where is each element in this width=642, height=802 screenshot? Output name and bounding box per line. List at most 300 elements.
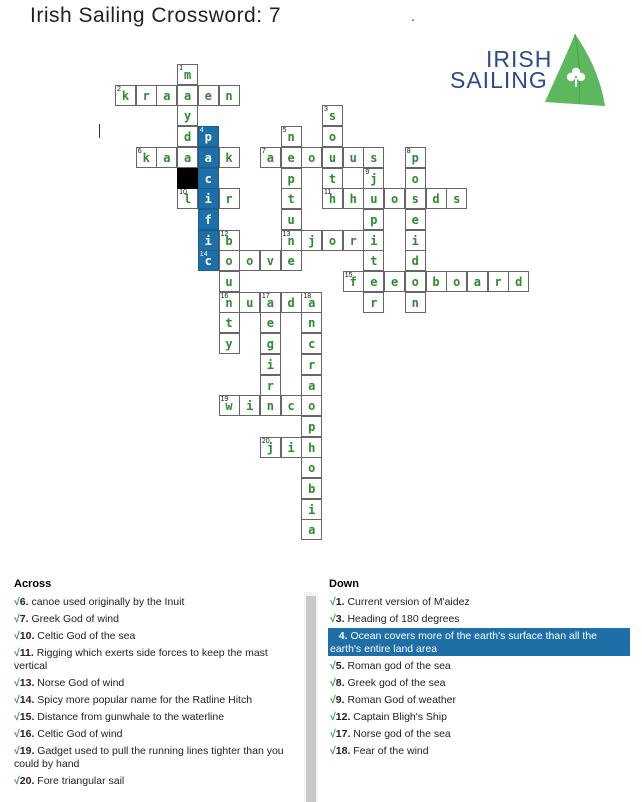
clue-number: 8: [406, 147, 411, 155]
cell-letter: a: [163, 150, 171, 165]
clue-number: 4: [199, 127, 204, 135]
cell-letter: e: [266, 316, 274, 331]
across-clue-list: [14, 594, 300, 790]
scrollbar-thumb[interactable]: [306, 596, 316, 802]
grid-cell[interactable]: [219, 85, 240, 106]
grid-cell[interactable]: [177, 105, 198, 126]
cell-letter: o: [225, 254, 233, 269]
cell-letter: i: [266, 357, 274, 372]
grid-cell[interactable]: [281, 188, 302, 209]
grid-cell[interactable]: [219, 395, 240, 416]
cell-letter: s: [453, 192, 461, 207]
grid-cell[interactable]: [219, 250, 240, 271]
grid-cell[interactable]: [219, 188, 240, 209]
cell-letter: h: [328, 192, 337, 207]
grid-cell[interactable]: [239, 395, 260, 416]
down-clue-item[interactable]: [328, 709, 630, 724]
cell-letter: p: [287, 171, 295, 186]
grid-cell[interactable]: [301, 457, 322, 478]
grid-cell[interactable]: [260, 292, 281, 313]
across-clue-item[interactable]: [14, 726, 300, 741]
grid-cell[interactable]: [115, 85, 136, 106]
cell-letter: k: [121, 88, 130, 103]
grid-cell[interactable]: [322, 105, 343, 126]
cell-letter: e: [390, 275, 399, 289]
grid-cell[interactable]: [322, 230, 343, 251]
down-clue-item[interactable]: [328, 692, 630, 707]
clue-number-label: 5.: [335, 660, 345, 672]
grid-cell[interactable]: [198, 250, 219, 271]
grid-cell[interactable]: [301, 312, 322, 333]
clue-number-label: 10.: [19, 630, 35, 642]
cell-letter: i: [370, 233, 378, 248]
check-mark-icon: √: [14, 677, 20, 689]
cell-letter: r: [266, 378, 274, 393]
cell-letter: h: [349, 192, 357, 207]
grid-cell[interactable]: [281, 250, 302, 271]
across-clue-item[interactable]: [14, 675, 300, 690]
cell-letter: f: [349, 275, 357, 289]
clue-text: Captain Bligh's Ship: [350, 711, 447, 723]
clue-number-label: 13.: [19, 677, 35, 689]
black-cell: [177, 168, 198, 189]
grid-cell[interactable]: [219, 271, 240, 292]
grid-cell[interactable]: [177, 188, 198, 209]
grid-cell[interactable]: [198, 147, 219, 168]
grid-cell[interactable]: [156, 147, 177, 168]
grid-cell[interactable]: [301, 499, 322, 520]
cell-letter: b: [308, 482, 316, 496]
cell-letter: g: [266, 337, 274, 352]
cell-letter: s: [328, 109, 337, 124]
down-clue-item[interactable]: [328, 726, 630, 741]
check-mark-icon: √: [14, 728, 20, 740]
clue-text: Rigging which exerts side forces to keep the mast vertical: [14, 647, 268, 672]
cell-letter: p: [308, 419, 316, 434]
cell-letter: d: [432, 192, 440, 207]
cell-letter: d: [515, 275, 523, 289]
clue-number-label: 9.: [335, 694, 345, 706]
grid-cell[interactable]: [239, 250, 260, 271]
across-clue-item[interactable]: [14, 773, 300, 788]
cell-letter: p: [370, 212, 378, 227]
clue-number-label: 7.: [19, 613, 29, 625]
clue-text: Roman god of the sea: [344, 660, 451, 672]
grid-cell[interactable]: [446, 271, 467, 292]
grid-cell[interactable]: [488, 271, 509, 292]
grid-cell[interactable]: [405, 209, 426, 230]
cell-letter: a: [183, 150, 192, 165]
cell-letter: y: [225, 337, 233, 352]
grid-cell[interactable]: [363, 250, 384, 271]
cell-letter: a: [266, 150, 274, 165]
down-clue-item[interactable]: [328, 658, 630, 673]
across-heading: Across: [14, 578, 52, 590]
cell-letter: e: [287, 150, 295, 165]
cell-letter: o: [246, 254, 254, 269]
clue-number-label: 8.: [335, 677, 345, 689]
cell-letter: n: [287, 130, 295, 145]
grid-cell[interactable]: [281, 168, 302, 189]
down-clue-item[interactable]: [328, 675, 630, 690]
check-mark-icon: √: [330, 711, 336, 723]
grid-cell[interactable]: [405, 250, 426, 271]
grid-cell[interactable]: [219, 230, 240, 251]
grid-cell[interactable]: [301, 333, 322, 354]
cell-letter: b: [432, 275, 440, 289]
down-clue-item[interactable]: [328, 594, 630, 609]
grid-cell[interactable]: [281, 230, 302, 251]
grid-cell[interactable]: [177, 126, 198, 147]
grid-cell[interactable]: [198, 209, 219, 230]
clue-number-label: 20.: [19, 775, 35, 787]
grid-cell[interactable]: [281, 147, 302, 168]
clue-number: 14: [199, 251, 208, 259]
grid-cell[interactable]: [177, 85, 198, 106]
clue-number-label: 14.: [19, 694, 35, 706]
down-clue-item[interactable]: [328, 743, 630, 758]
clue-number: 15: [344, 272, 353, 279]
grid-cell[interactable]: [281, 437, 302, 458]
clue-text: Fore triangular sail: [34, 775, 125, 787]
cell-letter: a: [308, 295, 316, 310]
cell-letter: u: [349, 150, 357, 165]
clue-text: Norse God of wind: [34, 677, 125, 689]
cell-letter: a: [204, 150, 212, 165]
grid-cell[interactable]: [363, 292, 384, 313]
check-mark-icon: √: [330, 596, 336, 608]
check-mark-icon: √: [14, 647, 20, 659]
grid-cell[interactable]: [384, 271, 405, 292]
cell-letter: n: [225, 88, 233, 103]
clue-number: 6: [137, 147, 142, 155]
grid-cell[interactable]: [281, 395, 302, 416]
grid-cell[interactable]: [301, 416, 322, 437]
grid-cell[interactable]: [281, 292, 302, 313]
cell-letter: j: [308, 233, 316, 248]
cell-letter: l: [183, 192, 192, 207]
cell-letter: r: [370, 295, 378, 310]
clue-number-label: 1.: [335, 596, 345, 608]
clue-number: 7: [261, 147, 266, 155]
grid-cell[interactable]: [260, 437, 281, 458]
cell-letter: e: [204, 88, 212, 103]
grid-cell[interactable]: [260, 375, 281, 396]
grid-cell[interactable]: [363, 147, 384, 168]
grid-cell[interactable]: [260, 312, 281, 333]
grid-cell[interactable]: [301, 395, 322, 416]
grid-cell[interactable]: [301, 354, 322, 375]
clue-text: Heading of 180 degrees: [344, 613, 460, 625]
clue-number: 13: [282, 230, 291, 238]
cell-letter: n: [308, 316, 316, 331]
down-clue-item[interactable]: [328, 628, 630, 656]
cell-letter: u: [287, 212, 295, 227]
across-clue-item[interactable]: [14, 628, 300, 643]
cell-letter: c: [308, 337, 316, 352]
down-heading: Down: [329, 578, 359, 590]
grid-cell[interactable]: [260, 354, 281, 375]
grid-cell[interactable]: [322, 188, 343, 209]
clue-number-label: 17.: [335, 728, 351, 740]
cell-letter: e: [411, 212, 419, 227]
clue-number: 18: [303, 292, 312, 300]
across-clue-item[interactable]: [14, 692, 300, 707]
grid-cell[interactable]: [322, 147, 343, 168]
clue-number: 20: [261, 437, 270, 445]
clue-number: 17: [261, 292, 270, 300]
grid-cell[interactable]: [301, 147, 322, 168]
cell-letter: c: [204, 171, 212, 186]
grid-cell[interactable]: [156, 85, 177, 106]
clue-text: Norse god of the sea: [350, 728, 451, 740]
cell-letter: o: [308, 461, 316, 476]
clue-number: 3: [324, 106, 328, 114]
clue-number-label: 18.: [335, 745, 351, 757]
cell-letter: d: [287, 295, 295, 310]
grid-cell[interactable]: [198, 85, 219, 106]
grid-cell[interactable]: [219, 333, 240, 354]
cell-letter: r: [225, 192, 233, 207]
clue-number: 1: [179, 65, 183, 72]
grid-cell[interactable]: [405, 292, 426, 313]
grid-cell[interactable]: [343, 188, 364, 209]
cell-letter: n: [411, 295, 419, 310]
cell-letter: k: [225, 150, 233, 165]
cell-letter: k: [142, 150, 150, 165]
grid-cell[interactable]: [281, 126, 302, 147]
cell-letter: o: [328, 233, 337, 248]
cell-letter: s: [370, 150, 378, 165]
grid-cell[interactable]: [343, 230, 364, 251]
clue-text: Greek god of the sea: [344, 677, 446, 689]
grid-cell[interactable]: [301, 519, 322, 540]
grid-cell[interactable]: [343, 271, 364, 292]
grid-cell[interactable]: [301, 375, 322, 396]
cell-letter: o: [411, 275, 419, 289]
cell-letter: p: [204, 130, 212, 145]
cell-letter: i: [204, 192, 212, 207]
clue-text: Gadget used to pull the running lines tighter than you could by hand: [14, 745, 284, 770]
cell-letter: a: [266, 295, 274, 310]
grid-cell[interactable]: [322, 168, 343, 189]
cell-letter: o: [308, 150, 316, 165]
logo-line1: IRISH: [486, 46, 553, 72]
clue-text: Fear of the wind: [350, 745, 429, 757]
clue-number-label: 19.: [19, 745, 35, 757]
across-clue-item[interactable]: [14, 743, 300, 771]
check-mark-icon: √: [330, 694, 336, 706]
cell-letter: p: [411, 150, 419, 165]
grid-cell[interactable]: [384, 188, 405, 209]
cell-letter: i: [308, 502, 316, 517]
grid-cell[interactable]: [405, 188, 426, 209]
clue-text: Roman God of weather: [344, 694, 457, 706]
cell-letter: i: [411, 233, 419, 248]
check-mark-icon: √: [330, 613, 336, 625]
cell-letter: o: [308, 399, 316, 414]
cell-letter: o: [411, 171, 419, 186]
cell-letter: r: [308, 357, 316, 372]
clue-number-label: 4.: [338, 630, 348, 642]
cell-letter: w: [225, 399, 233, 414]
grid-cell[interactable]: [446, 188, 467, 209]
cell-letter: r: [494, 275, 502, 289]
clue-text: Spicy more popular name for the Ratline Hitch: [34, 694, 253, 706]
cell-letter: d: [183, 130, 192, 145]
grid-cell[interactable]: [239, 292, 260, 313]
check-mark-icon: √: [14, 711, 20, 723]
cell-letter: y: [183, 109, 192, 124]
grid-cell[interactable]: [301, 292, 322, 313]
cell-letter: u: [328, 150, 337, 165]
clue-number: 9: [365, 168, 370, 176]
cell-letter: t: [225, 316, 233, 331]
clue-number: 12: [220, 230, 229, 238]
clue-text: Celtic God of the sea: [34, 630, 136, 642]
clue-number: 19: [220, 396, 229, 404]
check-mark-icon: √: [14, 596, 20, 608]
cell-letter: n: [266, 399, 274, 414]
cell-letter: s: [411, 192, 419, 207]
logo-line2: SAILING: [450, 67, 548, 93]
clue-text: Distance from gunwhale to the waterline: [34, 711, 225, 723]
cell-letter: a: [183, 88, 192, 103]
clue-text: Current version of M'aidez: [344, 596, 470, 608]
cell-letter: r: [349, 233, 357, 248]
stray-dot: .: [411, 8, 415, 24]
cell-letter: r: [142, 88, 150, 103]
check-mark-icon: √: [14, 694, 20, 706]
grid-cell[interactable]: [177, 64, 198, 85]
grid-cell[interactable]: [136, 85, 157, 106]
cell-letter: h: [308, 440, 316, 455]
grid-cell[interactable]: [177, 147, 198, 168]
grid-cell[interactable]: [260, 395, 281, 416]
cell-letter: i: [204, 233, 212, 248]
cell-letter: f: [204, 212, 212, 227]
cell-letter: a: [308, 523, 316, 538]
across-clue-item[interactable]: [14, 645, 300, 673]
cell-letter: u: [370, 192, 378, 207]
cell-letter: t: [328, 171, 337, 186]
cell-letter: n: [225, 295, 233, 310]
check-mark-icon: √: [330, 745, 336, 757]
cell-letter: u: [246, 295, 254, 310]
check-mark-icon: √: [330, 677, 336, 689]
grid-cell[interactable]: [260, 147, 281, 168]
grid-cell[interactable]: [405, 168, 426, 189]
clue-number: 11: [324, 189, 332, 197]
clue-text: Ocean covers more of the earth's surface than all the earth's entire land area: [330, 630, 597, 655]
grid-cell[interactable]: [363, 209, 384, 230]
cell-letter: d: [411, 254, 419, 269]
check-mark-icon: √: [14, 775, 20, 787]
cell-letter: t: [370, 254, 378, 269]
grid-cell[interactable]: [426, 271, 447, 292]
grid-cell[interactable]: [508, 271, 529, 292]
clue-text: Celtic God of wind: [34, 728, 123, 740]
check-mark-icon: √: [330, 660, 336, 672]
across-clue-item[interactable]: [14, 594, 300, 609]
clue-number-label: 12.: [335, 711, 351, 723]
clue-number: 10: [179, 189, 187, 197]
cell-letter: i: [246, 399, 254, 414]
cell-letter: a: [163, 88, 171, 103]
grid-cell[interactable]: [219, 312, 240, 333]
cell-letter: c: [287, 399, 295, 414]
cell-letter: o: [453, 275, 461, 289]
across-clue-item[interactable]: [14, 611, 300, 626]
clue-text: canoe used originally by the Inuit: [28, 596, 185, 608]
clue-number-label: 6.: [19, 596, 29, 608]
check-mark-icon: √: [14, 613, 20, 625]
check-mark-icon: √: [14, 745, 20, 757]
cell-letter: e: [287, 254, 295, 269]
cell-letter: j: [266, 440, 274, 455]
grid-cell[interactable]: [136, 147, 157, 168]
grid-cell[interactable]: [219, 147, 240, 168]
grid-cell[interactable]: [363, 188, 384, 209]
cell-letter: o: [390, 192, 399, 207]
cell-letter: v: [266, 254, 274, 269]
grid-cell[interactable]: [363, 168, 384, 189]
down-clue-item[interactable]: [328, 611, 630, 626]
cell-letter: i: [287, 440, 295, 455]
down-clue-list: [328, 594, 630, 760]
grid-cell[interactable]: [426, 188, 447, 209]
clue-number-label: 16.: [19, 728, 35, 740]
grid-cell[interactable]: [405, 147, 426, 168]
cell-letter: b: [225, 233, 233, 248]
grid-cell[interactable]: [260, 250, 281, 271]
grid-cell[interactable]: [301, 437, 322, 458]
clue-number: 16: [220, 292, 229, 300]
grid-cell[interactable]: [198, 230, 219, 251]
grid-cell[interactable]: [301, 230, 322, 251]
grid-cell[interactable]: [198, 168, 219, 189]
grid-cell[interactable]: [405, 271, 426, 292]
grid-cell[interactable]: [198, 126, 219, 147]
grid-cell[interactable]: [281, 209, 302, 230]
grid-cell[interactable]: [219, 292, 240, 313]
grid-cell[interactable]: [198, 188, 219, 209]
cell-letter: t: [287, 192, 295, 207]
cell-letter: j: [370, 171, 378, 186]
grid-cell[interactable]: [343, 147, 364, 168]
cell-letter: c: [204, 254, 212, 269]
cell-letter: o: [328, 130, 337, 145]
cell-letter: m: [183, 68, 192, 82]
cell-letter: a: [308, 378, 316, 393]
clue-number-label: 15.: [19, 711, 35, 723]
grid-cell[interactable]: [363, 230, 384, 251]
grid-cell[interactable]: [467, 271, 488, 292]
grid-cell[interactable]: [405, 230, 426, 251]
clue-number-label: 11.: [19, 647, 34, 659]
cell-letter: a: [473, 275, 481, 289]
grid-cell[interactable]: [322, 126, 343, 147]
across-clue-item[interactable]: [14, 709, 300, 724]
clue-number: 2: [117, 85, 121, 93]
grid-cell[interactable]: [260, 333, 281, 354]
grid-cell[interactable]: [301, 478, 322, 499]
grid-cell[interactable]: [363, 271, 384, 292]
cell-letter: e: [370, 275, 378, 289]
clue-text: Greek God of wind: [28, 613, 119, 625]
page-title: Irish Sailing Crossword: 7: [30, 4, 282, 27]
check-mark-icon: √: [330, 728, 336, 740]
